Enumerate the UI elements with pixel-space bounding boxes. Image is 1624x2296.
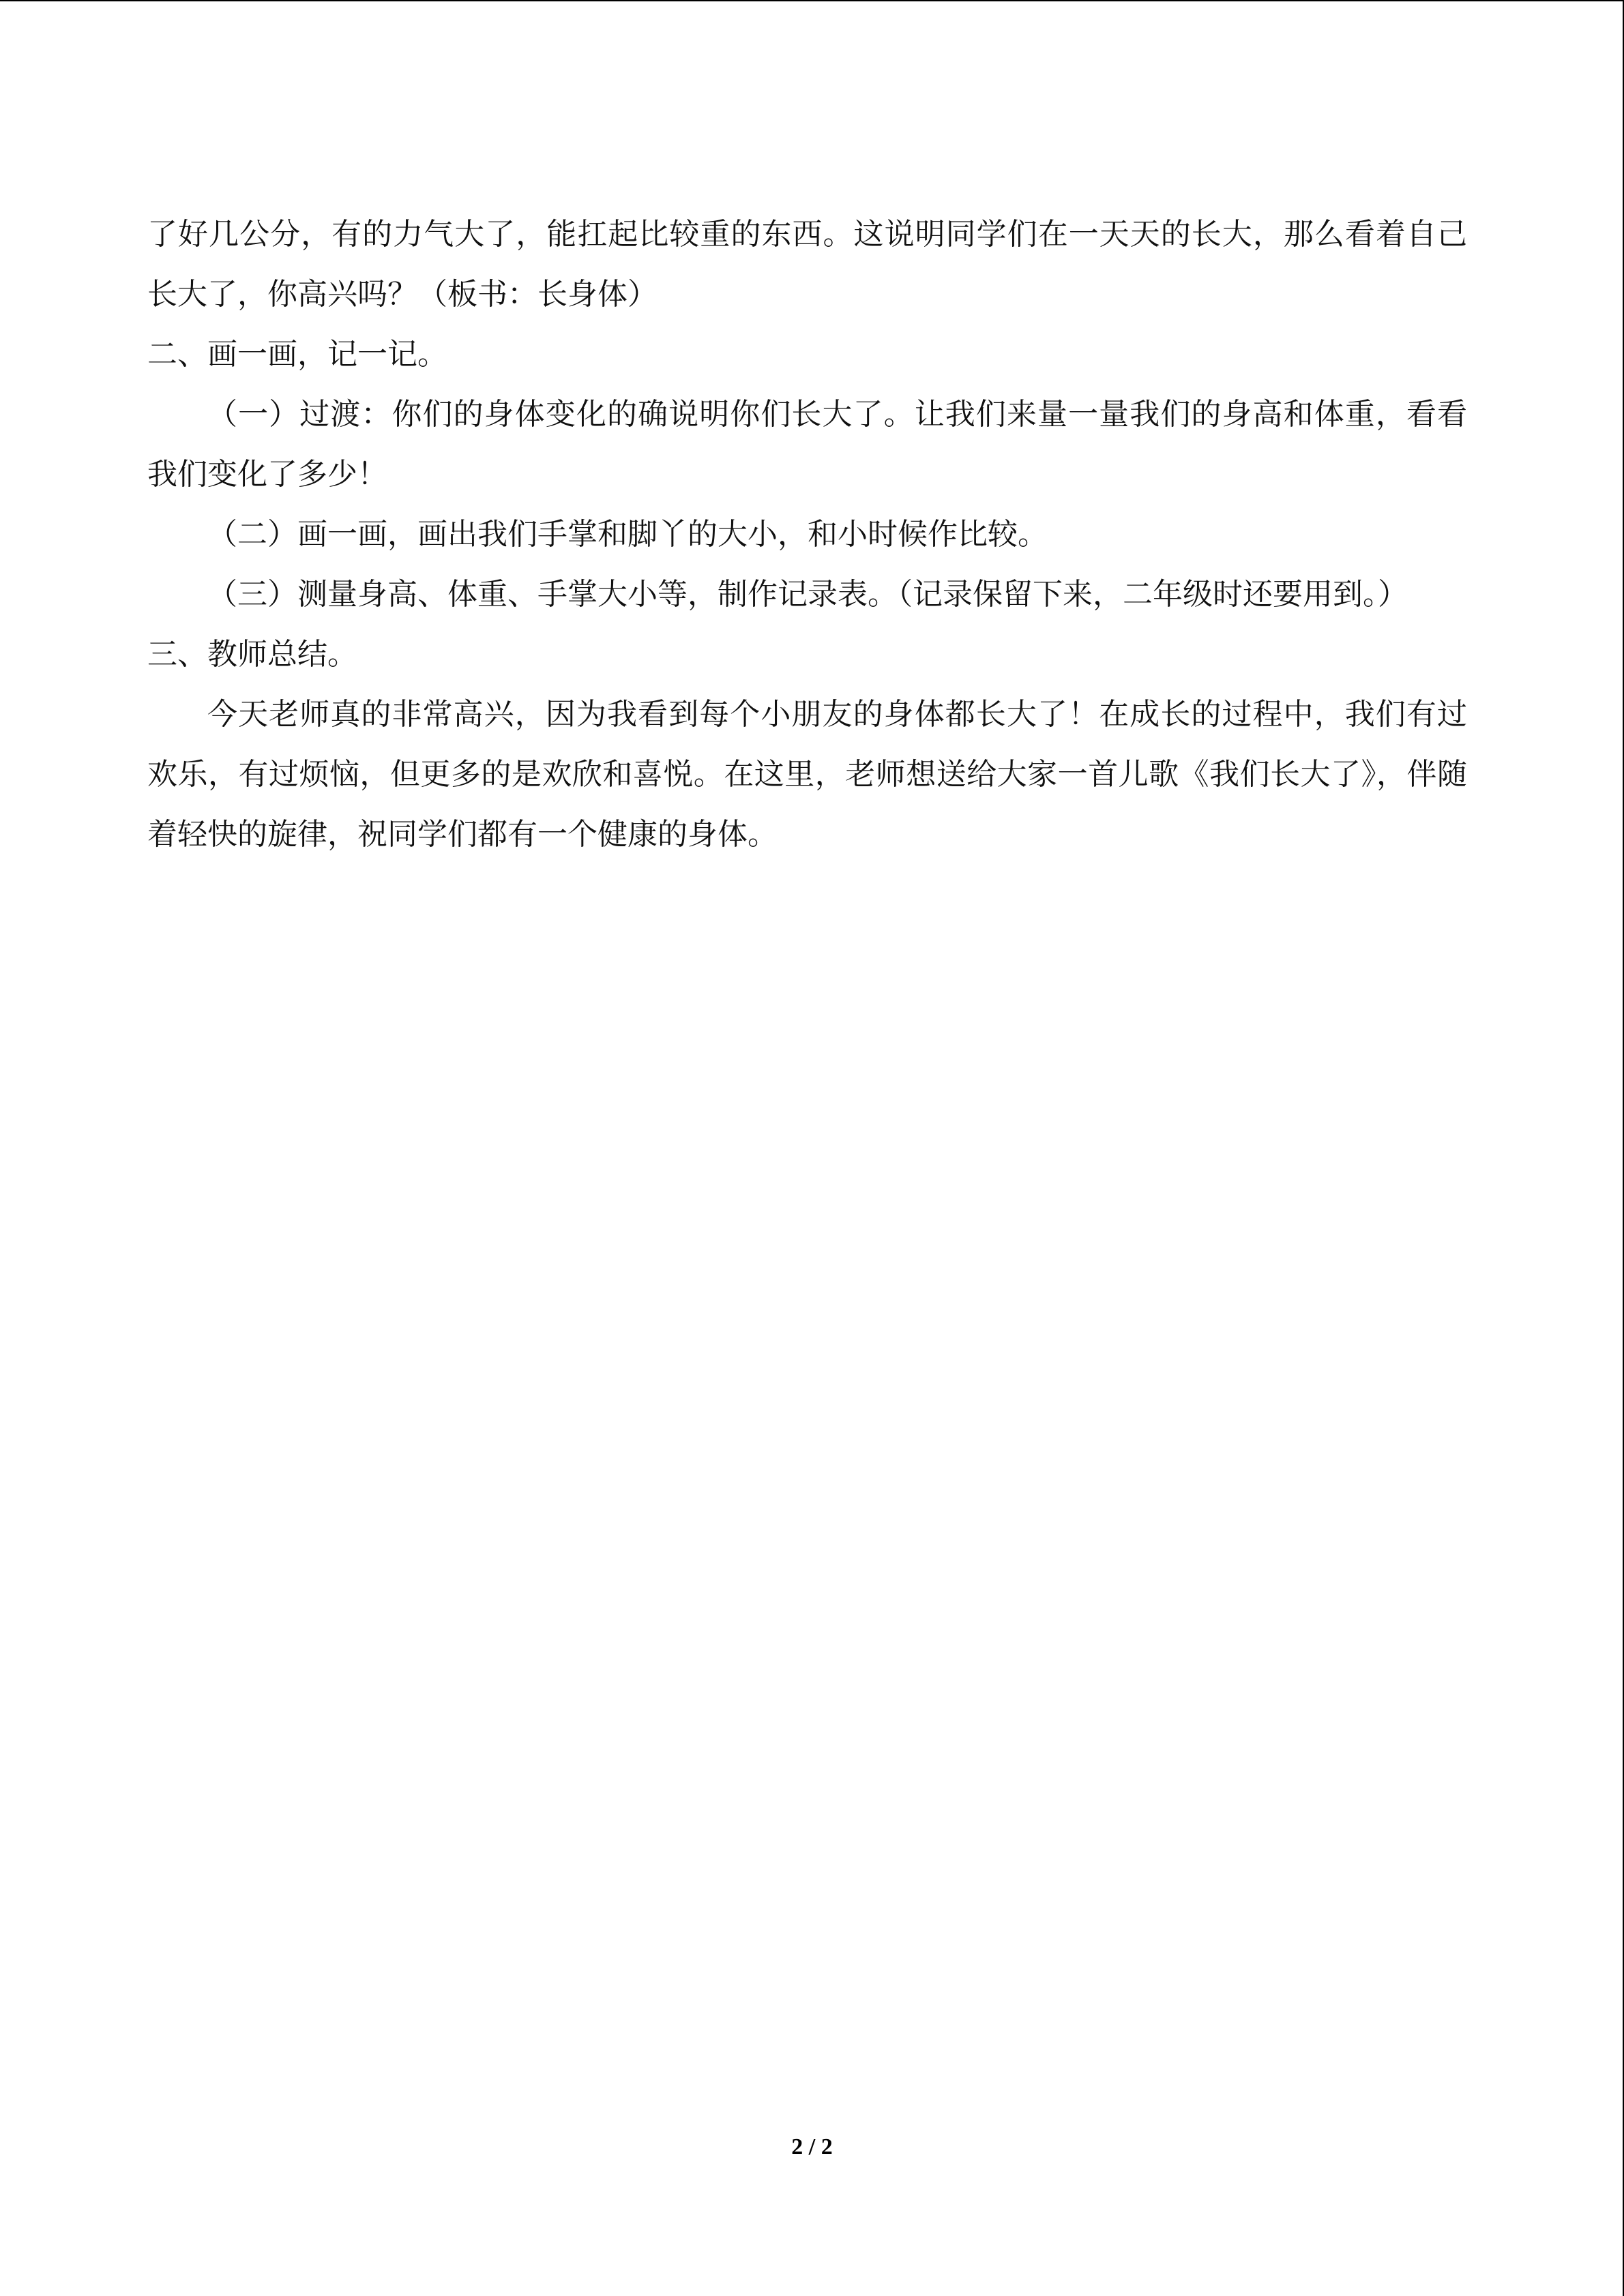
section-heading-draw-record: 二、画一画，记一记。	[147, 337, 447, 372]
paragraph-teacher-summary: 今天老师真的非常高兴，因为我看到每个小朋友的身体都长大了！在成长的过程中，我们有过欢乐，有过烦恼，但更多的是欢欣和喜悦。在这里，老师想送给大家一首儿歌《我们长大了》，伴随着轻快的旋律，祝同学们都有一个健康的身体。	[147, 697, 1467, 852]
paragraph-continued-text: 了好几公分，有的力气大了，能扛起比较重的东西。这说明同学们在一天天的长大，那么看着自己长大了，你高兴吗？（板书：长身体）	[147, 217, 1467, 312]
document-body	[147, 205, 1467, 865]
section-heading-teacher-summary: 三、教师总结。	[147, 637, 357, 672]
paragraph-draw-hands-feet: （二）画一画，画出我们手掌和脚丫的大小，和小时候作比较。	[207, 517, 1048, 552]
paragraph-measure-record: （三）测量身高、体重、手掌大小等，制作记录表。（记录保留下来，二年级时还要用到。）	[207, 577, 1408, 612]
paragraph-transition: （一）过渡：你们的身体变化的确说明你们长大了。让我们来量一量我们的身高和体重，看看我们变化了多少！	[147, 397, 1467, 492]
page-number: 2 / 2	[791, 2134, 833, 2160]
